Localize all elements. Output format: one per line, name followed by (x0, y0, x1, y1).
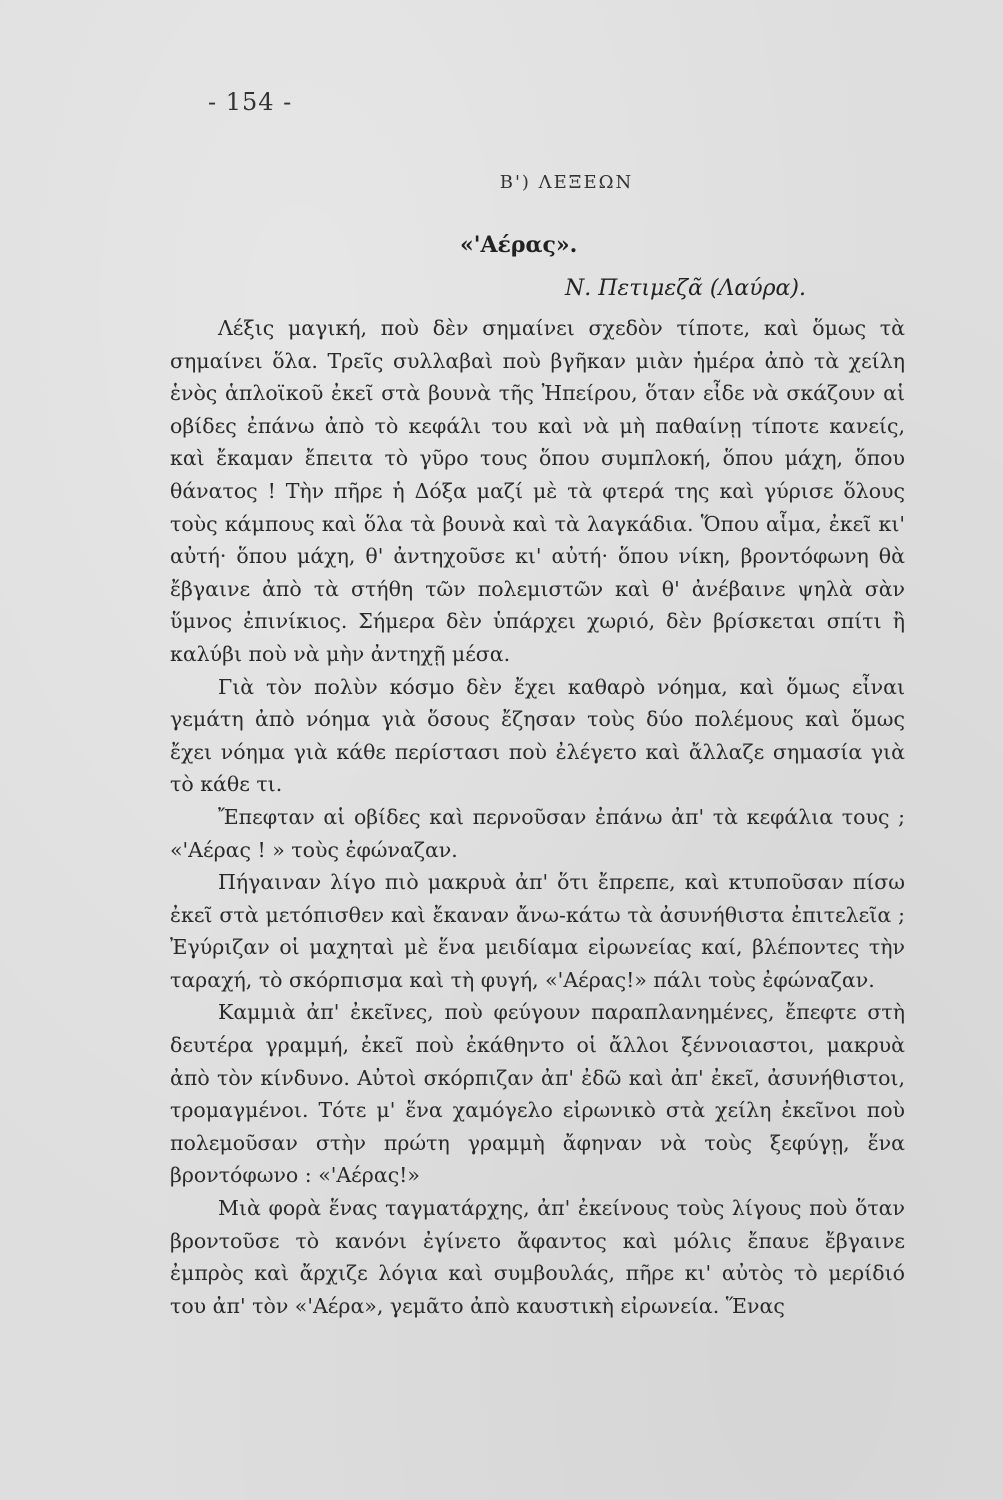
paragraph: Ἔπεφταν αἱ οβίδες καὶ περνοῦσαν ἐπάνω ἀπ' τὰ κεφάλια τους ; «'Αέρας ! » τοὺς ἐφώναζαν. (170, 804, 905, 862)
paragraph: Μιὰ φορὰ ἕνας ταγματάρχης, ἀπ' ἐκείνους τοὺς λίγους ποὺ ὅταν βροντοῦσε τὸ κανόνι ἐγίνετο ἄφαντος καὶ μόλις ἔπαυε ἔβγαινε ἐμπρὸς καὶ ἄρχιζε λόγια καὶ συμβουλάς, πῆρε κι' αὐτὸς τὸ μερίδιό του ἀπ' τὸν «'Αέρα», γεμᾶτο ἀπὸ καυστικὴ εἰρωνεία. Ἕνας (170, 1196, 905, 1318)
paragraph: Γιὰ τὸν πολὺν κόσμο δὲν ἔχει καθαρὸ νόημα, καὶ ὅμως εἶναι γεμάτη ἀπὸ νόημα γιὰ ὅσους ἔζησαν τοὺς δύο πολέμους καὶ ὅμως ἔχει νόημα γιὰ κάθε περίστασι ποὺ ἐλέγετο καὶ ἄλλαζε σημασία γιὰ τὸ κάθε τι. (170, 674, 905, 797)
section-heading: Β') ΛΕΞΕΩΝ (499, 172, 634, 193)
paragraph: Λέξις μαγική, ποὺ δὲν σημαίνει σχεδὸν τίποτε, καὶ ὅμως τὰ σημαίνει ὅλα. Τρεῖς συλλαβαὶ ποὺ βγῆκαν μιὰν ἡμέρα ἀπὸ τὰ χείλη ἑνὸς ἁπλοϊκοῦ ἐκεῖ στὰ βουνὰ τῆς Ἠπείρου, ὅταν εἶδε νὰ σκάζουν αἱ οβίδες ἐπάνω ἀπὸ τὸ κεφάλι του καὶ νὰ μὴ παθαίνῃ τίποτε κανείς, καὶ ἔκαμαν ἔπειτα τὸ γῦρο τους ὅπου συμπλοκή, ὅπου μάχη, ὅπου θάνατος ! Τὴν πῆρε ἡ Δόξα μαζί μὲ τὰ φτερά της καὶ γύρισε ὅλους τοὺς κάμπους καὶ ὅλα τὰ βουνὰ καὶ τὰ λαγκάδια. Ὅπου αἷμα, ἐκεῖ κι' αὐτή· ὅπου μάχη, θ' ἀντηχοῦσε κι' αὐτή· ὅπου νίκη, βροντόφωνη θὰ ἔβγαινε ἀπὸ τὰ στήθη τῶν πολεμιστῶν καὶ θ' ἀνέβαινε ψηλὰ σὰν ὕμνος ἐπινίκιος. Σήμερα δὲν ὑπάρχει χωριό, δὲν βρίσκεται σπίτι ἢ καλύβι ποὺ νὰ μὴν ἀντηχῇ μέσα. (170, 316, 905, 666)
paragraph: Καμμιὰ ἀπ' ἐκεῖνες, ποὺ φεύγουν παραπλανημένες, ἔπεφτε στὴ δευτέρα γραμμή, ἐκεῖ ποὺ ἐκάθηντο οἱ ἄλλοι ξέννοιαστοι, μακρυὰ ἀπὸ τὸν κίνδυνο. Αὐτοὶ σκόρπιζαν ἀπ' ἐδῶ καὶ ἀπ' ἐκεῖ, ἀσυνήθιστοι, τρομαγμένοι. Τότε μ' ἕνα χαμόγελο εἰρωνικὸ στὰ χείλη ἐκεῖνοι ποὺ πολεμοῦσαν στὴν πρώτη γραμμὴ ἄφηναν νὰ τοὺς ξεφύγῃ, ἕνα βροντόφωνο : «'Αέρας!» (170, 1000, 905, 1188)
entry-title: «'Αέρας». (460, 232, 578, 258)
page-number: - 154 - (208, 88, 293, 116)
entry-author: Ν. Πετιμεζᾶ (Λαύρα). (565, 276, 806, 301)
body-text (170, 312, 905, 1322)
paragraph: Πήγαιναν λίγο πιὸ μακρυὰ ἀπ' ὅτι ἔπρεπε, καὶ κτυποῦσαν πίσω ἐκεῖ στὰ μετόπισθεν καὶ ἔκαναν ἄνω-κάτω τὰ ἀσυνήθιστα ἐπιτελεῖα ; Ἐγύριζαν οἱ μαχηταὶ μὲ ἕνα μειδίαμα εἰρωνείας καί, βλέποντες τὴν ταραχή, τὸ σκόρπισμα καὶ τὴ φυγή, «'Αέρας!» πάλι τοὺς ἐφώναζαν. (170, 870, 905, 992)
